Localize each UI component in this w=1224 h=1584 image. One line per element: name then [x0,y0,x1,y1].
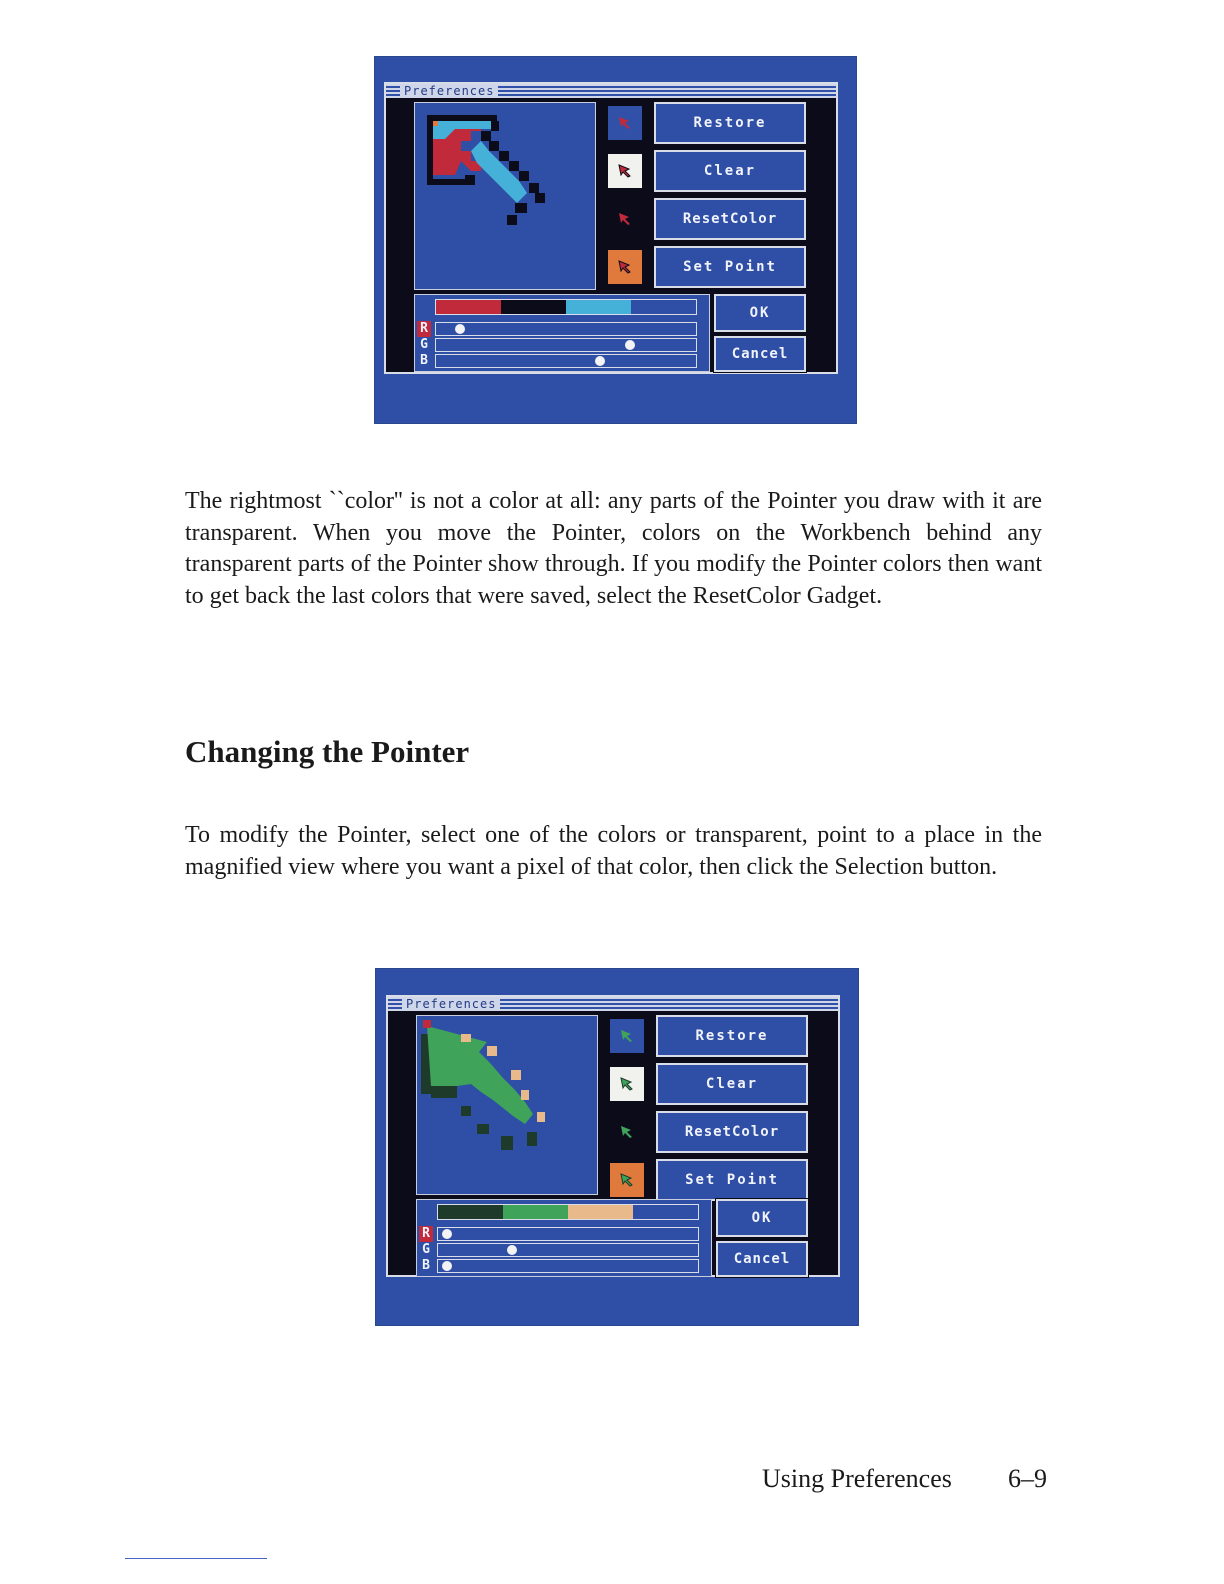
pointer-color-bar[interactable] [435,299,697,315]
green-slider-knob[interactable] [507,1245,517,1255]
page-number: 6–9 [1008,1464,1047,1493]
color-cell-3[interactable] [566,300,631,314]
restore-button[interactable]: Restore [656,1015,808,1057]
ok-button[interactable]: OK [714,294,806,332]
title-bar[interactable] [388,997,838,1011]
red-slider[interactable] [437,1227,699,1241]
green-slider[interactable] [437,1243,699,1257]
preferences-window [384,82,838,374]
footer-section-title: Using Preferences [762,1464,952,1493]
magnified-pointer-view[interactable] [416,1015,598,1195]
arrow-pointer-icon [619,1172,635,1188]
cancel-button[interactable]: Cancel [714,336,806,372]
blue-slider-knob[interactable] [595,356,605,366]
body-paragraph-2: To modify the Pointer, select one of the colors or transparent, point to a place in the magnified view where you want a pixel of that color, then click the Selection button. [185,822,1042,880]
color-cell-1[interactable] [438,1205,503,1219]
pointer-color-swatch-4[interactable] [608,250,642,284]
restore-button[interactable]: Restore [654,102,806,144]
set-point-button[interactable]: Set Point [654,246,806,288]
blue-label: B [417,353,431,369]
green-label: G [419,1242,433,1258]
blue-label: B [419,1258,433,1274]
magnified-pointer-drawing [415,103,595,289]
magnified-pointer-drawing [417,1016,597,1194]
window-title: Preferences [402,997,500,1011]
blue-slider-knob[interactable] [442,1261,452,1271]
footer-rule [125,1558,267,1559]
preferences-window [386,995,840,1277]
clear-button[interactable]: Clear [654,150,806,192]
green-label: G [417,337,431,353]
arrow-pointer-icon [619,1076,635,1092]
arrow-pointer-icon [619,1124,635,1140]
pointer-color-swatch-1[interactable] [608,106,642,140]
green-slider-knob[interactable] [625,340,635,350]
color-cell-3[interactable] [568,1205,633,1219]
reset-color-button[interactable]: ResetColor [656,1111,808,1153]
pointer-color-swatch-1[interactable] [610,1019,644,1053]
color-cell-1[interactable] [436,300,501,314]
pointer-color-swatch-3[interactable] [610,1115,644,1149]
green-slider[interactable] [435,338,697,352]
transparent-color-cell[interactable] [631,300,696,314]
title-bar[interactable] [386,84,836,98]
magnified-pointer-view[interactable] [414,102,596,290]
figure-1-screenshot [374,56,857,424]
reset-color-button[interactable]: ResetColor [654,198,806,240]
arrow-pointer-icon [617,163,633,179]
body-paragraph-1: The rightmost ``color'' is not a color at all: any parts of the Pointer you draw with it are transparent. When you move the Pointer, colors on the Workbench behind any transparent parts of the Pointer show through. If you modify the Pointer colors then want to get back the last colors that were saved, select the ResetColor Gadget. [185,488,1042,609]
red-label: R [419,1226,433,1242]
color-palette-panel [416,1199,712,1277]
arrow-pointer-icon [619,1028,635,1044]
arrow-pointer-icon [617,259,633,275]
red-slider-knob[interactable] [455,324,465,334]
pointer-color-swatch-2[interactable] [608,154,642,188]
color-palette-panel [414,294,710,372]
window-title: Preferences [400,84,498,98]
ok-button[interactable]: OK [716,1199,808,1237]
color-cell-2[interactable] [501,300,566,314]
clear-button[interactable]: Clear [656,1063,808,1105]
pointer-color-swatch-2[interactable] [610,1067,644,1101]
color-cell-2[interactable] [503,1205,568,1219]
arrow-pointer-icon [617,211,633,227]
pointer-color-bar[interactable] [437,1204,699,1220]
arrow-pointer-icon [617,115,633,131]
red-slider[interactable] [435,322,697,336]
red-label: R [417,321,431,337]
figure-2-screenshot [375,968,859,1326]
cancel-button[interactable]: Cancel [716,1241,808,1277]
transparent-color-cell[interactable] [633,1205,698,1219]
set-point-button[interactable]: Set Point [656,1159,808,1201]
pointer-color-swatch-3[interactable] [608,202,642,236]
pointer-color-swatch-4[interactable] [610,1163,644,1197]
red-slider-knob[interactable] [442,1229,452,1239]
blue-slider[interactable] [435,354,697,368]
section-heading: Changing the Pointer [185,734,470,769]
blue-slider[interactable] [437,1259,699,1273]
